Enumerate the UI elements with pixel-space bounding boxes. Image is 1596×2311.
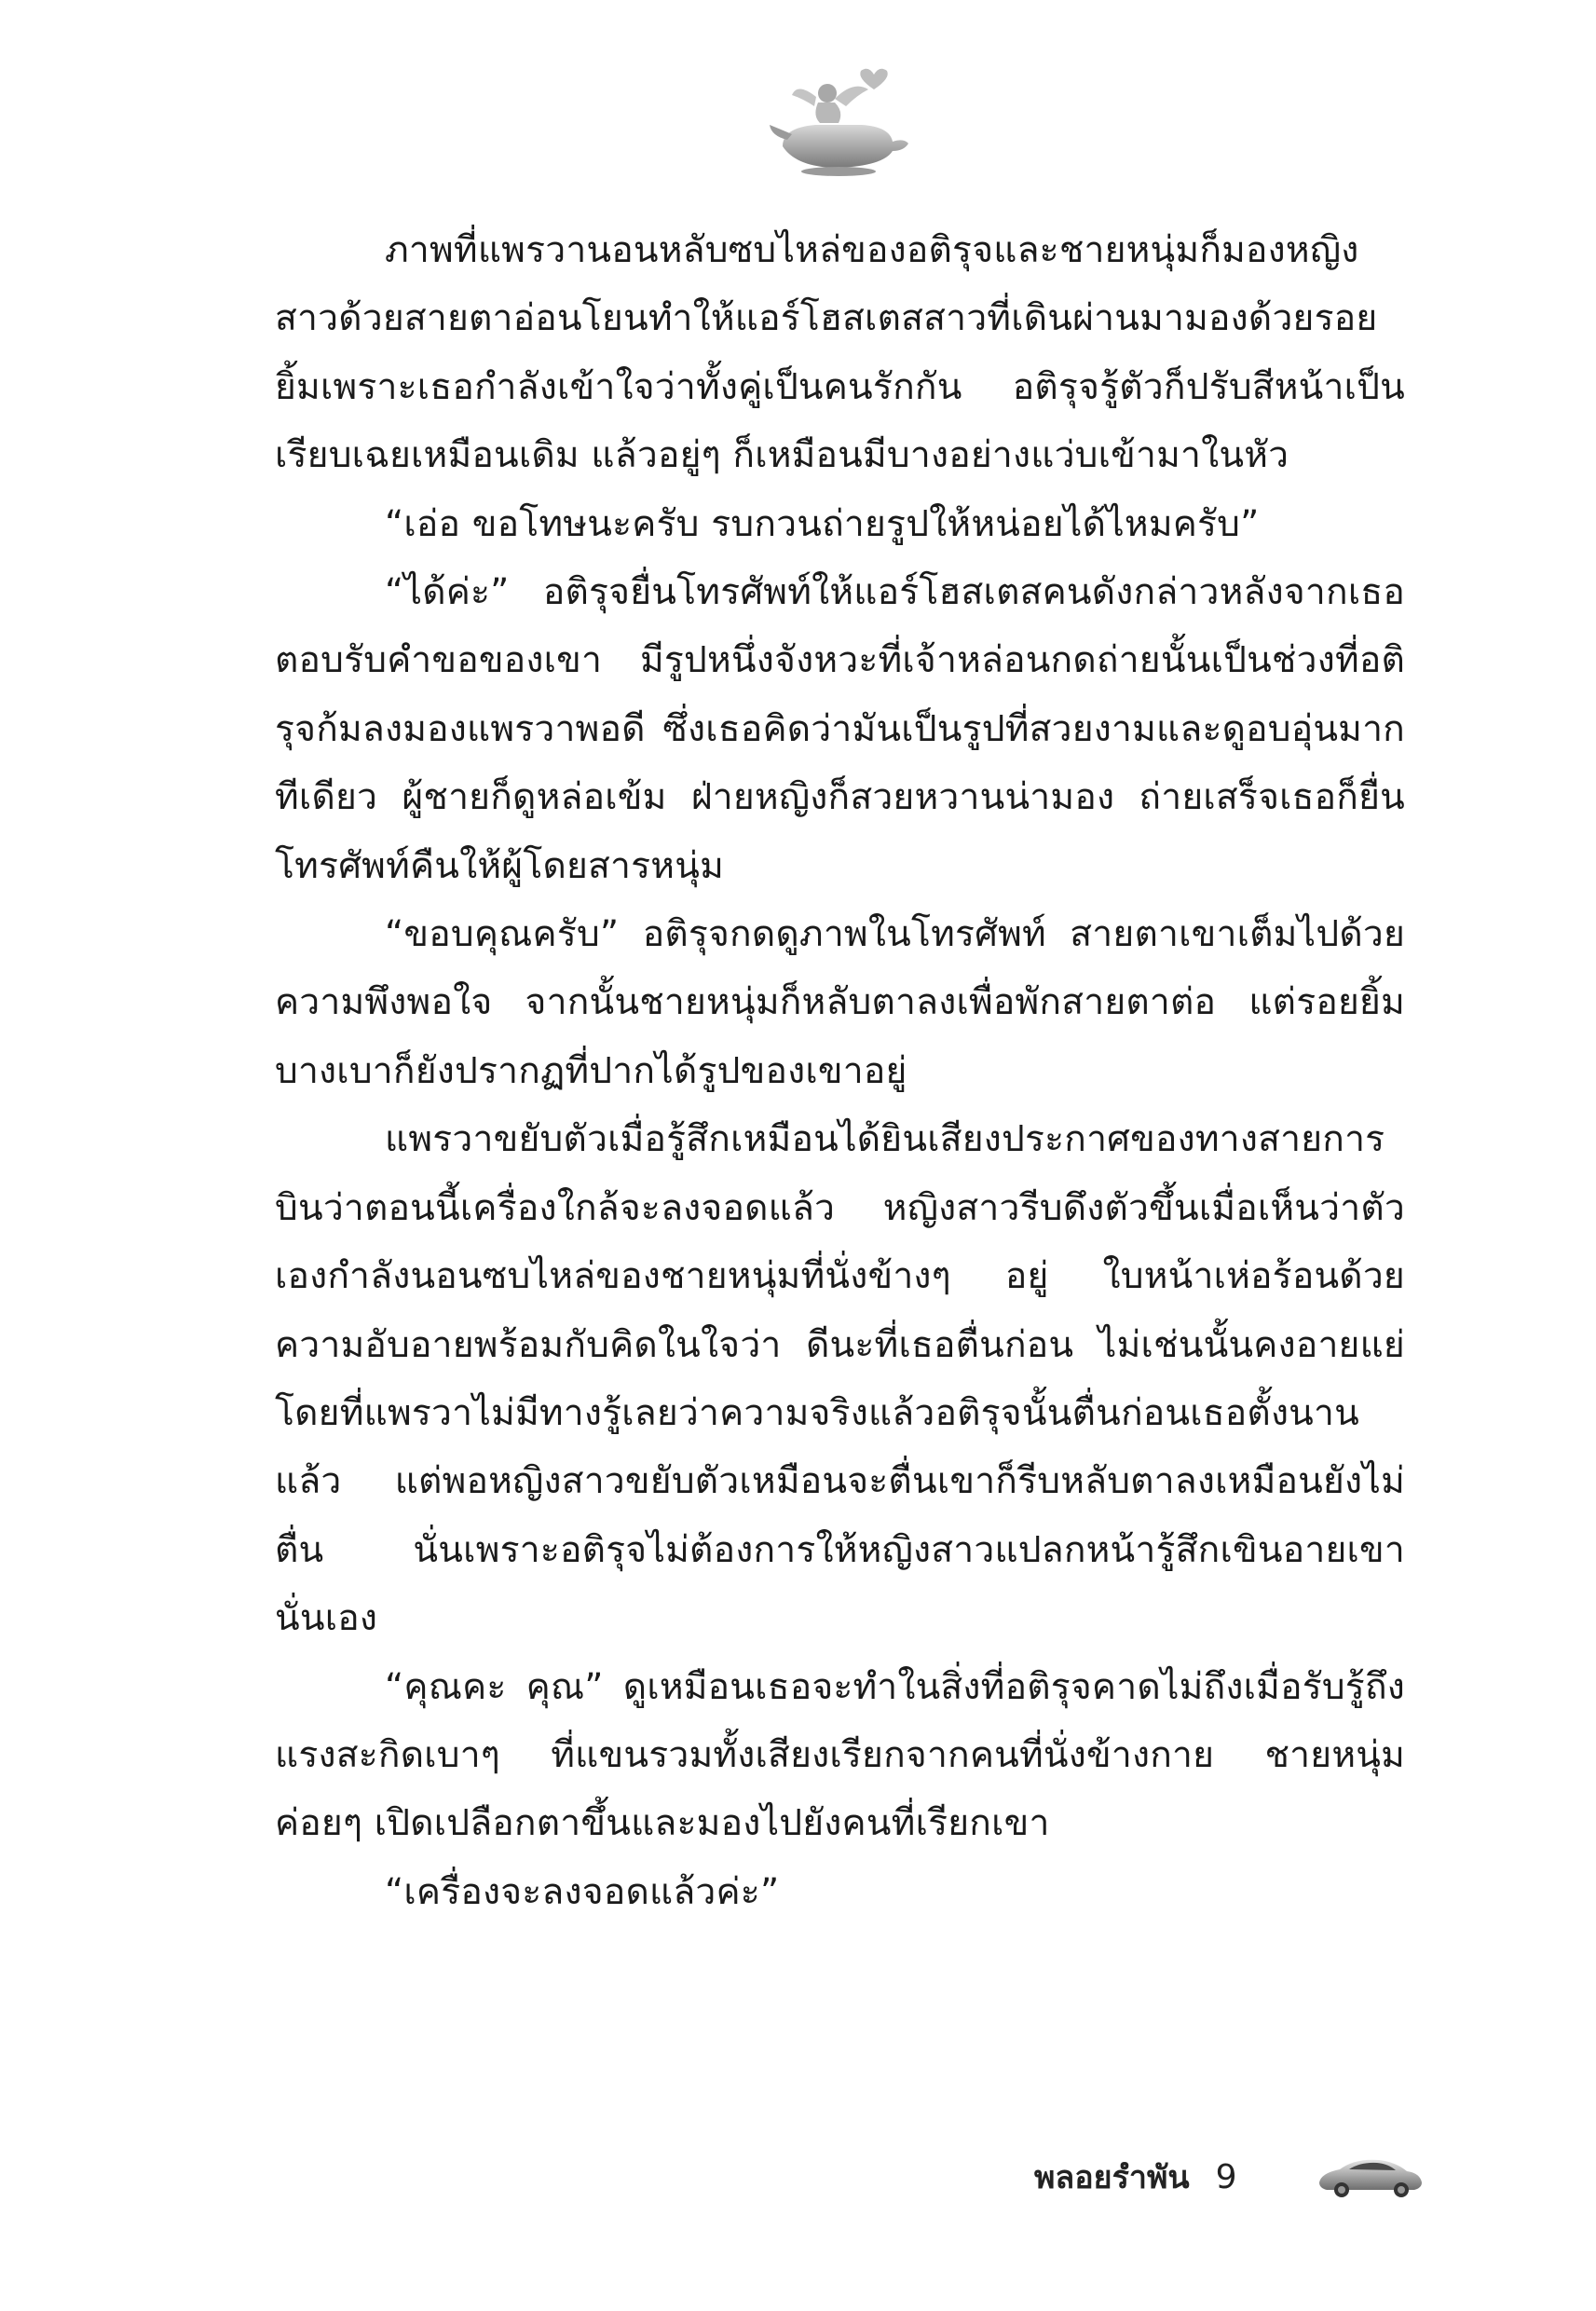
paragraph: ภาพที่แพรวานอนหลับซบไหล่ของอติรุจและชายหนุ่มก็มองหญิงสาวด้วยสายตาอ่อนโยนทำให้แอร์โฮสเตสสาวที่เดินผ่านมามองด้วยรอยยิ้มเพราะเธอกำลังเข้าใจว่าทั้งคู่เป็นคนรักกัน อติรุจรู้ตัวก็ปรับสีหน้าเป็นเรียบเฉยเหมือนเดิม แล้วอยู่ๆ ก็เหมือนมีบางอย่างแว่บเข้ามาในหัว: [275, 229, 1405, 477]
book-title: พลอยรำพัน: [1034, 2159, 1190, 2196]
paragraph: “ขอบคุณครับ” อติรุจกดดูภาพในโทรศัพท์ สายตาเขาเต็มไปด้วยความพึงพอใจ จากนั้นชายหนุ่มก็หลับตาลงเพื่อพักสายตาต่อ แต่รอยยิ้มบางเบาก็ยังปรากฏที่ปากได้รูปของเขาอยู่: [275, 913, 1405, 1092]
page-body: [275, 216, 1405, 1926]
paragraph: แพรวาขยับตัวเมื่อรู้สึกเหมือนได้ยินเสียงประกาศของทางสายการบินว่าตอนนี้เครื่องใกล้จะลงจอดแล้ว หญิงสาวรีบดึงตัวขึ้นเมื่อเห็นว่าตัวเองกำลังนอนซบไหล่ของชายหนุ่มที่นั่งข้างๆ อยู่ ใบหน้าเห่อร้อนด้วยความอับอายพร้อมกับคิดในใจว่า ดีนะที่เธอตื่นก่อน ไม่เช่นนั้นคงอายแย่ โดยที่แพรวาไม่มีทางรู้เลยว่าความจริงแล้วอติรุจนั้นตื่นก่อนเธอตั้งนานแล้ว แต่พอหญิงสาวขยับตัวเหมือนจะตื่นเขาก็รีบหลับตาลงเหมือนยังไม่ตื่น นั่นเพราะอติรุจไม่ต้องการให้หญิงสาวแปลกหน้ารู้สึกเขินอายเขานั่นเอง: [275, 1118, 1405, 1640]
page-number: 9: [1215, 2157, 1237, 2196]
paragraph: “คุณคะ คุณ” ดูเหมือนเธอจะทำในสิ่งที่อติรุจคาดไม่ถึงเมื่อรับรู้ถึงแรงสะกิดเบาๆ ที่แขนรวมทั้งเสียงเรียกจากคนที่นั่งข้างกาย ชายหนุ่มค่อยๆ เปิดเปลือกตาขึ้นและมองไปยังคนที่เรียกเขา: [275, 1665, 1405, 1845]
paragraph: “เครื่องจะลงจอดแล้วค่ะ”: [385, 1870, 780, 1913]
page-footer: [1034, 2140, 1425, 2214]
cupid-teapot-ornament-icon: [764, 58, 913, 179]
paragraph: “เอ่อ ขอโทษนะครับ รบกวนถ่ายรูปให้หน่อยได้ไหมครับ”: [385, 502, 1260, 545]
paragraph: “ได้ค่ะ” อติรุจยื่นโทรศัพท์ให้แอร์โฮสเตสคนดังกล่าวหลังจากเธอตอบรับคำขอของเขา มีรูปหนึ่งจังหวะที่เจ้าหล่อนกดถ่ายนั้นเป็นช่วงที่อติรุจก้มลงมองแพรวาพอดี ซึ่งเธอคิดว่ามันเป็นรูปที่สวยงามและดูอบอุ่นมากทีเดียว ผู้ชายก็ดูหล่อเข้ม ฝ่ายหญิงก็สวยหวานน่ามอง ถ่ายเสร็จเธอก็ยื่นโทรศัพท์คืนให้ผู้โดยสารหนุ่ม: [275, 571, 1405, 887]
sports-car-icon: [1314, 2147, 1425, 2203]
